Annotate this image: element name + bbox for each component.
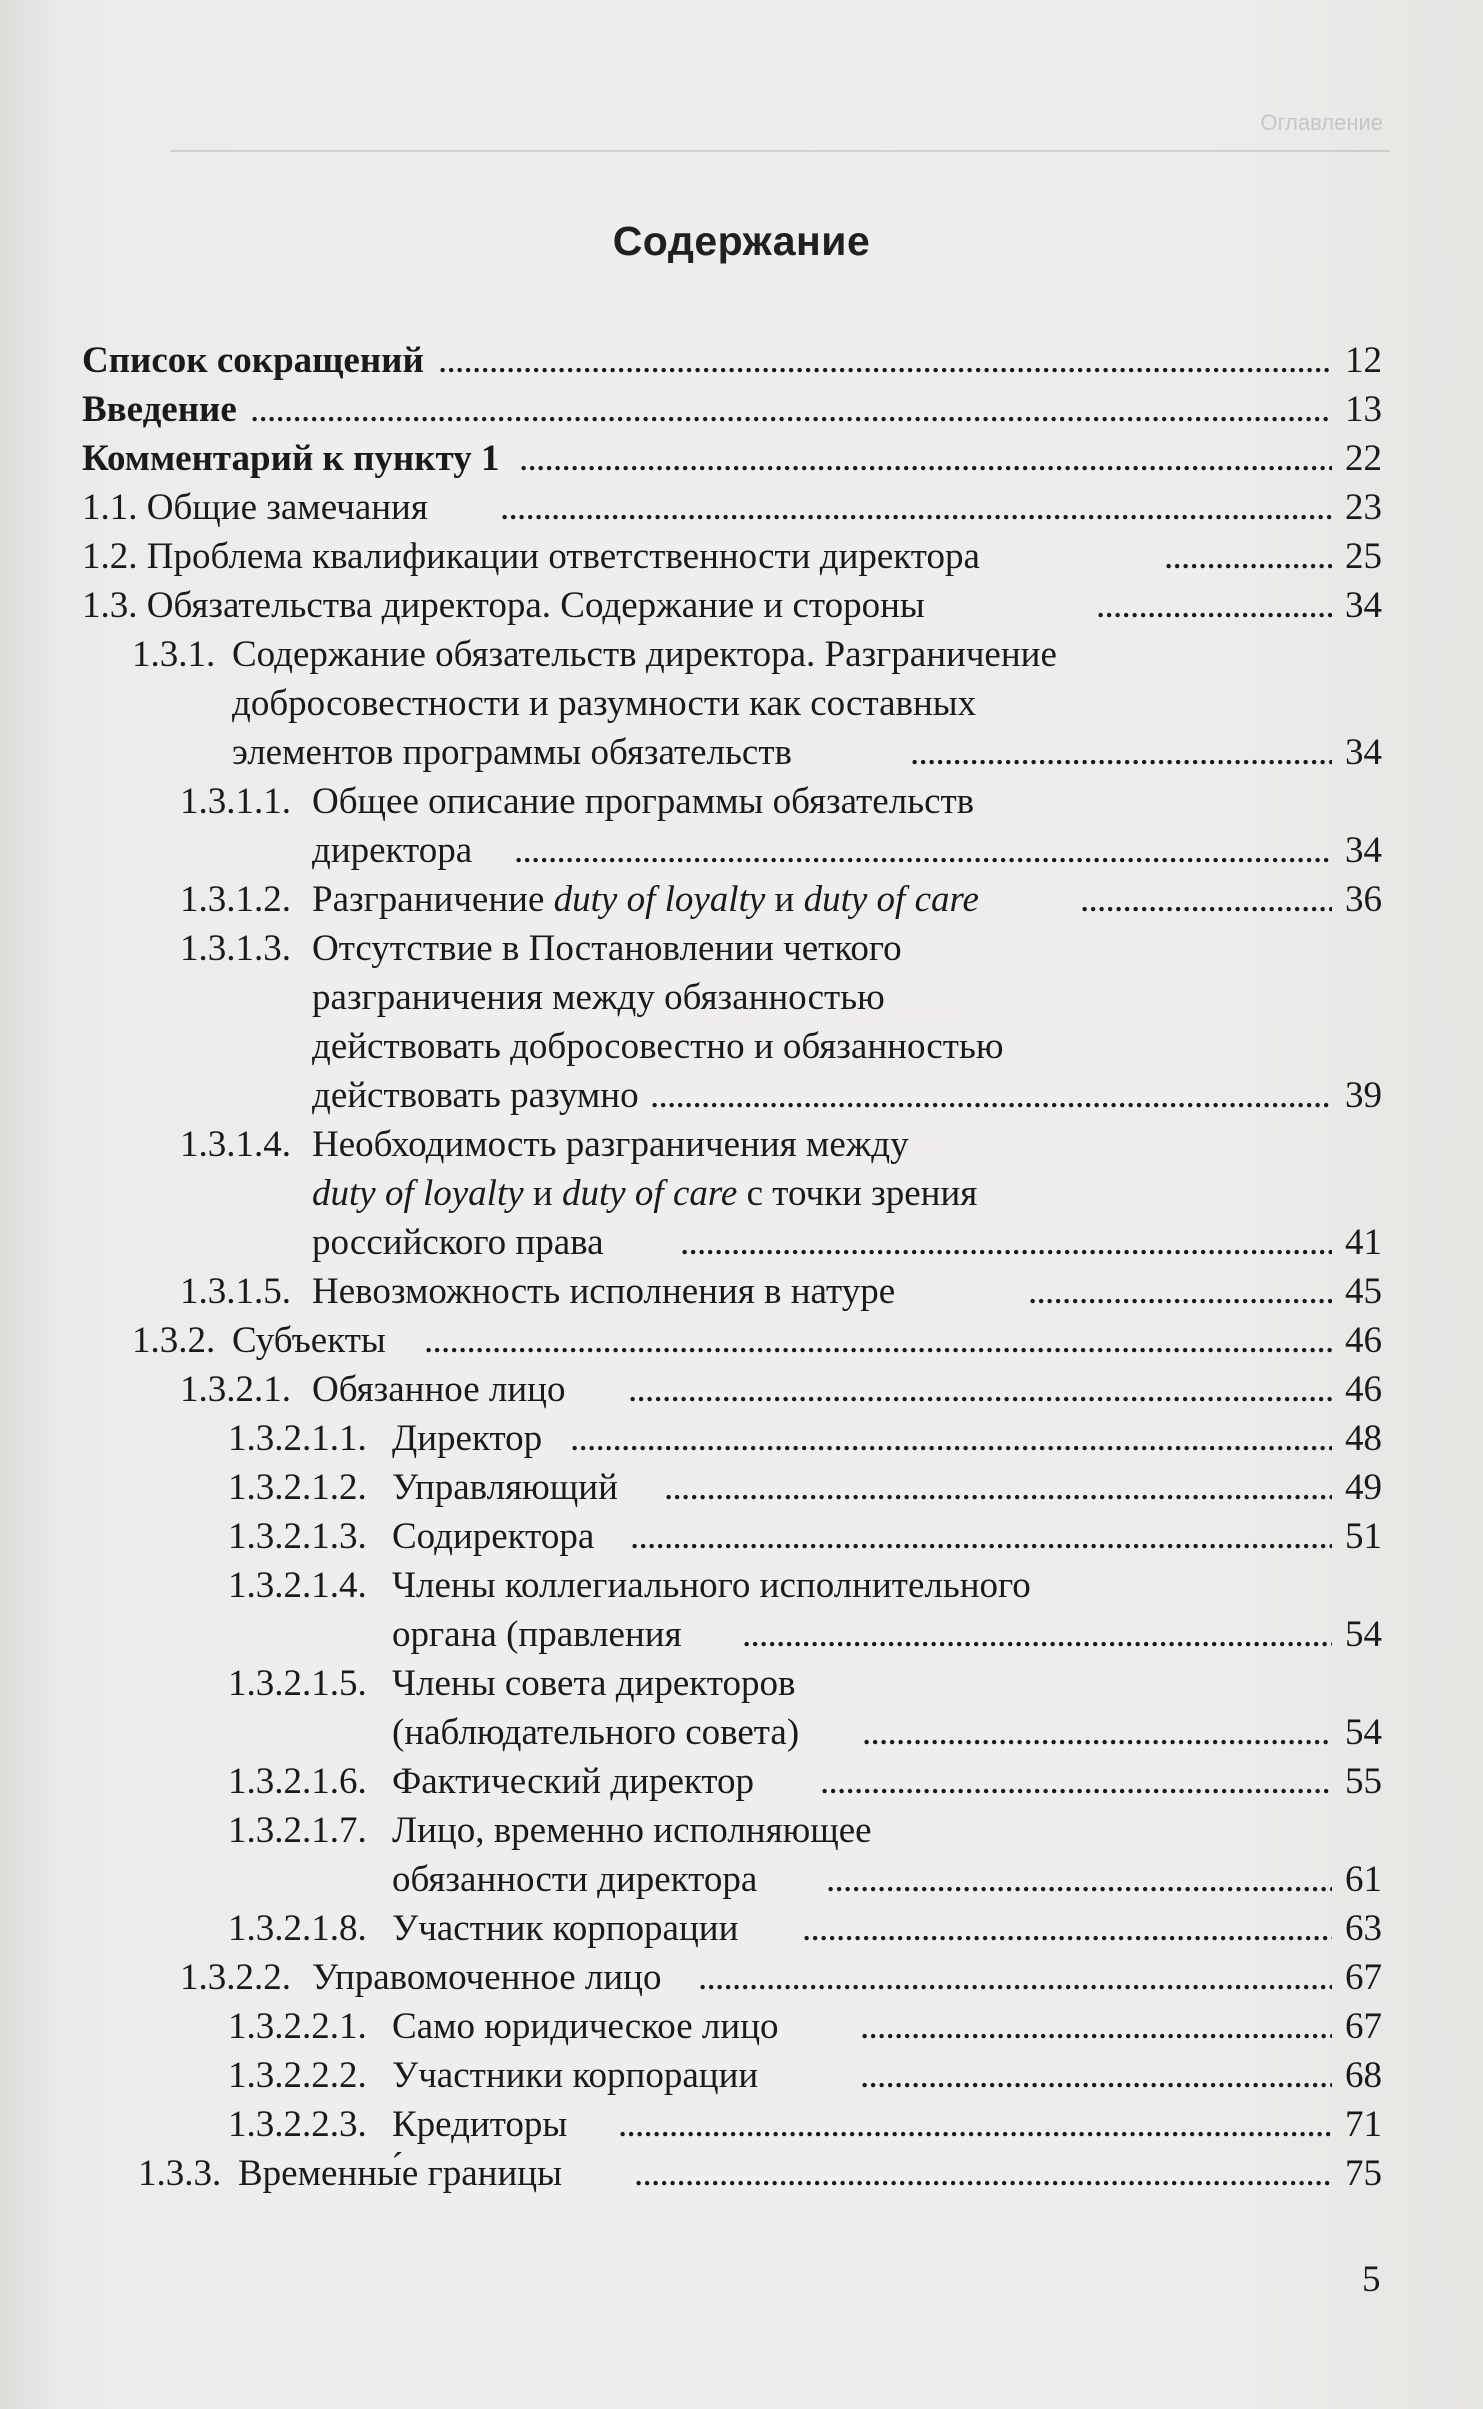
toc-entry [82, 1464, 1382, 1514]
toc-page-number: 49 [1345, 1467, 1382, 1508]
toc-leader [630, 1513, 1332, 1561]
toc-entry-text [312, 876, 979, 924]
toc-entry-text: Комментарий к пункту 1 [82, 438, 500, 479]
toc-entry-text: Лицо, временно исполняющее [392, 1810, 872, 1851]
toc-leader [570, 1415, 1332, 1463]
toc-page-number: 63 [1345, 1908, 1382, 1949]
toc-leader [628, 1366, 1332, 1414]
bleed-through-rule [170, 150, 1390, 152]
toc-entry-text: директора [312, 830, 473, 871]
toc-entry-continuation [82, 680, 1382, 730]
toc-page-number: 45 [1345, 1271, 1382, 1312]
toc-text-italic: duty of care [561, 1173, 738, 1214]
toc-entry [82, 1268, 1382, 1318]
toc-entry [82, 2150, 1382, 2200]
toc-entry-text: разграничения между обязанностью [312, 977, 885, 1018]
toc-text-part: и [765, 879, 804, 920]
toc-entry-continuation [82, 1856, 1382, 1906]
toc-entry-text: Невозможность исполнения в натуре [312, 1271, 896, 1312]
toc-entry-number: 1.3.1.2. [180, 879, 291, 920]
toc-entry [82, 533, 1382, 583]
toc-page-number: 55 [1345, 1761, 1382, 1802]
toc-leader [618, 2101, 1332, 2149]
toc-leader [1164, 533, 1332, 581]
toc-entry-text: добросовестности и разумности как составных [232, 683, 977, 724]
toc-leader [742, 1611, 1332, 1659]
toc-leader [519, 435, 1332, 483]
toc-entry-text: Обязанное лицо [312, 1369, 566, 1410]
toc-entry-text: Содиректора [392, 1516, 595, 1557]
toc-entry-number: 1.3.2.2.2. [228, 2055, 367, 2096]
toc-entry-text: Управомоченное лицо [312, 1957, 662, 1998]
toc-entry-number: 1.3.2.2. [180, 1957, 291, 1998]
toc-entry [82, 1758, 1382, 1808]
toc-page-number: 51 [1345, 1516, 1382, 1557]
toc-text-italic: duty of loyalty [312, 1173, 524, 1214]
toc-page-number: 13 [1345, 389, 1382, 430]
toc-entry [82, 1660, 1382, 1710]
toc-page-number: 34 [1345, 585, 1382, 626]
toc-page-number: 41 [1345, 1222, 1382, 1263]
toc-entry-text: Необходимость разграничения между [312, 1124, 909, 1165]
toc-page-number: 48 [1345, 1418, 1382, 1459]
toc-entry-text: Само юридическое лицо [392, 2006, 779, 2047]
toc-entry-number: 1.3.2.1.3. [228, 1516, 367, 1557]
toc-entry [82, 386, 1382, 436]
toc-entry-text: обязанности директора [392, 1859, 758, 1900]
toc-entry-text [312, 1170, 977, 1218]
toc-entry-text: Управляющий [392, 1467, 618, 1508]
toc-entry [82, 1415, 1382, 1465]
toc-entry-continuation [82, 1170, 1382, 1220]
toc-page-number: 34 [1345, 732, 1382, 773]
toc-page-number: 61 [1345, 1859, 1382, 1900]
toc-page-number: 67 [1345, 1957, 1382, 1998]
toc-entry [82, 1905, 1382, 1955]
toc-leader [802, 1905, 1332, 1953]
toc-text-part: и [523, 1173, 562, 1214]
toc-entry [82, 484, 1382, 534]
toc-page-number: 23 [1345, 487, 1382, 528]
toc-text-part: Разграничение [312, 879, 554, 920]
toc-text-italic: duty of care [803, 879, 979, 920]
toc-entry-text: Члены совета директоров [392, 1663, 796, 1704]
toc-leader [438, 337, 1332, 385]
toc-leader [664, 1464, 1332, 1512]
toc-leader [1096, 582, 1332, 630]
toc-entry-text: действовать добросовестно и обязанностью [312, 1026, 1004, 1067]
toc-entry-continuation [82, 1023, 1382, 1073]
toc-entry [82, 337, 1382, 387]
toc-leader [514, 827, 1332, 875]
toc-entry-number: 1.3.1.4. [180, 1124, 291, 1165]
toc-page-number: 25 [1345, 536, 1382, 577]
toc-entry [82, 778, 1382, 828]
toc-leader [1028, 1268, 1332, 1316]
toc-entry [82, 876, 1382, 926]
toc-entry-text: Директор [392, 1418, 543, 1459]
toc-entry-continuation [82, 1219, 1382, 1269]
toc-entry-continuation [82, 1072, 1382, 1122]
toc-entry-number: 1.3.1.1. [180, 781, 291, 822]
bleed-through-header: Оглавление [1260, 110, 1383, 135]
toc-page-number: 34 [1345, 830, 1382, 871]
toc-entry-text: российского права [312, 1222, 604, 1263]
toc-leader [860, 2003, 1332, 2051]
toc-entry [82, 1954, 1382, 2004]
toc-entry-text: 1.2. Проблема квалификации ответственности директора [82, 536, 980, 577]
toc-entry-text: Список сокращений [82, 340, 424, 381]
page-title: Содержание [612, 218, 871, 264]
toc-entry-text: Содержание обязательств директора. Разграничение [232, 634, 1057, 675]
toc-entry-number: 1.3.2.1.6. [228, 1761, 367, 1802]
toc-entry [82, 1807, 1382, 1857]
toc-entry-number: 1.3.2. [132, 1320, 216, 1361]
toc-leader [826, 1856, 1332, 1904]
toc-page-number: 46 [1345, 1369, 1382, 1410]
toc-entry-number: 1.3.3. [138, 2153, 222, 2194]
toc-page-number: 71 [1345, 2104, 1382, 2145]
toc-entry-text: Временны́е границы [238, 2153, 562, 2194]
toc-entry [82, 2003, 1382, 2053]
toc-entry [82, 1562, 1382, 1612]
toc-page-number: 68 [1345, 2055, 1382, 2096]
toc-entry [82, 1513, 1382, 1563]
toc-leader [500, 484, 1332, 532]
toc-entry-text: органа (правления [392, 1614, 682, 1655]
toc-entry [82, 435, 1382, 485]
toc-entry-number: 1.3.1. [132, 634, 216, 675]
page-number: 5 [1362, 2259, 1381, 2300]
toc-entry [82, 1317, 1382, 1367]
toc-entry-text: 1.3. Обязательства директора. Содержание и стороны [82, 585, 925, 626]
toc-text-italic: duty of loyalty [553, 879, 766, 920]
toc-leader [634, 2150, 1332, 2198]
toc-leader [860, 2052, 1332, 2100]
toc-entry-text: Общее описание программы обязательств [312, 781, 975, 822]
toc-entry-text: Кредиторы [392, 2104, 568, 2145]
toc-entry-number: 1.3.2.1.5. [228, 1663, 367, 1704]
toc-text-part: с точки зрения [737, 1173, 978, 1214]
toc-page-number: 36 [1345, 879, 1382, 920]
toc-entry-text: Участник корпорации [392, 1908, 739, 1949]
toc-entry [82, 1366, 1382, 1416]
toc-entry-number: 1.3.2.1.7. [228, 1810, 367, 1851]
toc-entry-text: Введение [82, 389, 237, 430]
toc-entry-continuation [82, 1611, 1382, 1661]
toc-leader [680, 1219, 1332, 1267]
toc-page-number: 54 [1345, 1614, 1382, 1655]
toc-leader [250, 386, 1332, 434]
toc-entry-number: 1.3.2.1. [180, 1369, 291, 1410]
toc-entry-number: 1.3.2.2.1. [228, 2006, 367, 2047]
toc-entry-text: 1.1. Общие замечания [82, 487, 428, 528]
toc-entry [82, 925, 1382, 975]
toc-leader [424, 1317, 1332, 1365]
toc-entry-text: элементов программы обязательств [232, 732, 792, 773]
toc-entry-number: 1.3.2.1.1. [228, 1418, 367, 1459]
toc-leader [650, 1072, 1332, 1120]
toc-entry-text: Члены коллегиального исполнительного [392, 1565, 1031, 1606]
toc-entry-text: Отсутствие в Постановлении четкого [312, 928, 902, 969]
toc-entry-number: 1.3.2.1.4. [228, 1565, 367, 1606]
toc-page-number: 67 [1345, 2006, 1382, 2047]
toc-page-number: 39 [1345, 1075, 1382, 1116]
toc-leader [862, 1709, 1332, 1757]
toc-entry-text: Субъекты [232, 1320, 386, 1361]
toc-entry [82, 2052, 1382, 2102]
toc-entry-text: действовать разумно [312, 1075, 639, 1116]
toc-page-number: 75 [1345, 2153, 1382, 2194]
toc-leader [910, 729, 1332, 777]
toc-entry-continuation [82, 827, 1382, 877]
toc-leader [1080, 876, 1332, 924]
toc-entry-number: 1.3.2.1.2. [228, 1467, 367, 1508]
toc-entry [82, 631, 1382, 681]
toc-page-number: 46 [1345, 1320, 1382, 1361]
toc-entry-number: 1.3.1.5. [180, 1271, 291, 1312]
toc-entry-text: Фактический директор [392, 1761, 755, 1802]
toc-entry-number: 1.3.2.1.8. [228, 1908, 367, 1949]
toc-entry-continuation [82, 974, 1382, 1024]
toc-entry-number: 1.3.1.3. [180, 928, 291, 969]
toc-entry-text: (наблюдательного совета) [392, 1712, 800, 1753]
toc-entry-continuation [82, 729, 1382, 779]
toc-entry [82, 2101, 1382, 2151]
toc-page-number: 54 [1345, 1712, 1382, 1753]
toc-entry [82, 1121, 1382, 1171]
toc-page-number: 12 [1345, 340, 1382, 381]
toc-entry [82, 582, 1382, 632]
toc-entry-number: 1.3.2.2.3. [228, 2104, 367, 2145]
toc-leader [820, 1758, 1332, 1806]
toc-page-number: 22 [1345, 438, 1382, 479]
toc-entry-text: Участники корпорации [392, 2055, 759, 2096]
toc-entry-continuation [82, 1709, 1382, 1759]
toc-leader [698, 1954, 1332, 2002]
